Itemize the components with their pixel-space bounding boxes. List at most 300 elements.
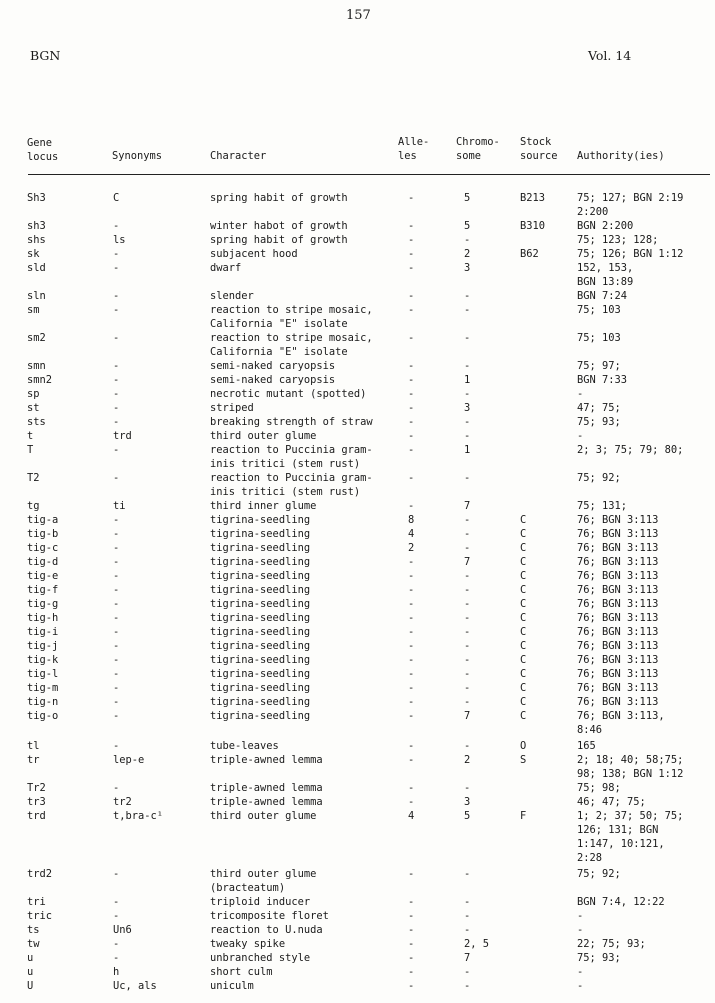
- cell-synonym: -: [113, 542, 120, 554]
- cell-alleles: -: [408, 626, 415, 638]
- cell-alleles: -: [408, 612, 415, 624]
- cell-alleles: -: [408, 220, 415, 232]
- cell-authority: 76; BGN 3:113: [577, 514, 659, 526]
- cell-gene: tig-k: [27, 654, 59, 666]
- cell-stock-source: C: [520, 528, 527, 540]
- cell-character: short culm: [210, 966, 273, 978]
- cell-synonym: tr2: [113, 796, 132, 808]
- cell-authority: 75; 131;: [577, 500, 628, 512]
- cell-gene: u: [27, 952, 34, 964]
- cell-synonym: ls: [113, 234, 126, 246]
- cell-alleles: -: [408, 598, 415, 610]
- cell-stock-source: F: [520, 810, 527, 822]
- cell-character: tigrina-seedling: [210, 556, 311, 568]
- journal-abbreviation: BGN: [30, 48, 61, 63]
- cell-chromosome: -: [464, 696, 471, 708]
- cell-authority: 76; BGN 3:113: [577, 584, 659, 596]
- cell-character: tricomposite floret: [210, 910, 329, 922]
- cell-gene: ts: [27, 924, 40, 936]
- cell-chromosome: 5: [464, 810, 471, 822]
- cell-alleles: -: [408, 500, 415, 512]
- cell-character: triploid inducer: [210, 896, 311, 908]
- cell-authority: 75; 123; 128;: [577, 234, 659, 246]
- cell-character: tigrina-seedling: [210, 626, 311, 638]
- cell-character: tigrina-seedling: [210, 696, 311, 708]
- cell-chromosome: -: [464, 924, 471, 936]
- cell-chromosome: -: [464, 528, 471, 540]
- cell-synonym: -: [113, 584, 120, 596]
- header-authorities: Authority(ies): [577, 150, 665, 162]
- cell-character: tigrina-seedling: [210, 682, 311, 694]
- cell-character: tigrina-seedling: [210, 612, 311, 624]
- cell-alleles: -: [408, 640, 415, 652]
- cell-stock-source: C: [520, 682, 527, 694]
- cell-gene: tig-i: [27, 626, 59, 638]
- cell-synonym: -: [113, 654, 120, 666]
- cell-gene: tig-d: [27, 556, 59, 568]
- cell-character: reaction to Puccinia gram- inis tritici (stem rust): [210, 444, 373, 471]
- cell-gene: sm2: [27, 332, 46, 344]
- cell-authority: 47; 75;: [577, 402, 621, 414]
- cell-authority: 75; 92;: [577, 472, 621, 484]
- cell-stock-source: S: [520, 754, 527, 766]
- cell-authority: -: [577, 980, 584, 992]
- cell-character: reaction to stripe mosaic, California "E" isolate: [210, 304, 373, 331]
- cell-character: tweaky spike: [210, 938, 286, 950]
- cell-alleles: -: [408, 234, 415, 246]
- cell-chromosome: 2: [464, 248, 471, 260]
- cell-gene: tw: [27, 938, 40, 950]
- cell-synonym: Un6: [113, 924, 132, 936]
- cell-chromosome: -: [464, 304, 471, 316]
- cell-character: third outer glume: [210, 430, 317, 442]
- cell-alleles: -: [408, 584, 415, 596]
- cell-chromosome: 3: [464, 262, 471, 274]
- cell-character: tigrina-seedling: [210, 654, 311, 666]
- cell-gene: sld: [27, 262, 46, 274]
- cell-authority: 75; 126; BGN 1:12: [577, 248, 684, 260]
- cell-stock-source: C: [520, 626, 527, 638]
- cell-chromosome: -: [464, 668, 471, 680]
- cell-alleles: -: [408, 682, 415, 694]
- cell-synonym: -: [113, 514, 120, 526]
- cell-chromosome: -: [464, 654, 471, 666]
- cell-gene: tig-h: [27, 612, 59, 624]
- cell-alleles: -: [408, 402, 415, 414]
- cell-chromosome: 2, 5: [464, 938, 490, 950]
- cell-synonym: -: [113, 528, 120, 540]
- cell-synonym: -: [113, 360, 120, 372]
- cell-authority: 22; 75; 93;: [577, 938, 646, 950]
- cell-synonym: -: [113, 612, 120, 624]
- cell-gene: tl: [27, 740, 40, 752]
- cell-alleles: -: [408, 782, 415, 794]
- cell-authority: BGN 7:4, 12:22: [577, 896, 665, 908]
- cell-gene: tric: [27, 910, 53, 922]
- cell-gene: sm: [27, 304, 40, 316]
- cell-alleles: -: [408, 868, 415, 880]
- cell-synonym: -: [113, 290, 120, 302]
- cell-stock-source: C: [520, 612, 527, 624]
- cell-chromosome: -: [464, 598, 471, 610]
- cell-character: tigrina-seedling: [210, 584, 311, 596]
- cell-authority: 75; 98;: [577, 782, 621, 794]
- cell-gene: T2: [27, 472, 40, 484]
- cell-synonym: -: [113, 570, 120, 582]
- cell-alleles: -: [408, 570, 415, 582]
- cell-stock-source: B62: [520, 248, 539, 260]
- cell-authority: 1; 2; 37; 50; 75; 126; 131; BGN 1:147, 10:121, 2:28: [577, 810, 684, 865]
- cell-authority: 76; BGN 3:113: [577, 598, 659, 610]
- cell-alleles: -: [408, 938, 415, 950]
- cell-alleles: -: [408, 556, 415, 568]
- header-gene-locus: Gene locus: [27, 137, 59, 163]
- cell-character: tigrina-seedling: [210, 640, 311, 652]
- cell-alleles: -: [408, 262, 415, 274]
- cell-character: slender: [210, 290, 254, 302]
- cell-gene: trd2: [27, 868, 53, 880]
- header-synonyms: Synonyms: [112, 150, 163, 162]
- cell-synonym: lep-e: [113, 754, 145, 766]
- cell-authority: BGN 2:200: [577, 220, 634, 232]
- cell-synonym: -: [113, 444, 120, 456]
- cell-chromosome: -: [464, 332, 471, 344]
- cell-authority: 75; 97;: [577, 360, 621, 372]
- cell-alleles: -: [408, 910, 415, 922]
- cell-gene: smn: [27, 360, 46, 372]
- cell-character: tigrina-seedling: [210, 528, 311, 540]
- cell-character: uniculm: [210, 980, 254, 992]
- cell-stock-source: C: [520, 668, 527, 680]
- cell-authority: BGN 7:33: [577, 374, 628, 386]
- cell-chromosome: -: [464, 966, 471, 978]
- cell-gene: tig-m: [27, 682, 59, 694]
- cell-alleles: -: [408, 304, 415, 316]
- cell-authority: 75; 92;: [577, 868, 621, 880]
- cell-character: tigrina-seedling: [210, 542, 311, 554]
- cell-gene: smn2: [27, 374, 53, 386]
- cell-alleles: -: [408, 388, 415, 400]
- cell-synonym: -: [113, 262, 120, 274]
- cell-synonym: h: [113, 966, 120, 978]
- cell-character: tigrina-seedling: [210, 710, 311, 722]
- cell-chromosome: -: [464, 234, 471, 246]
- cell-alleles: -: [408, 710, 415, 722]
- cell-gene: tig-o: [27, 710, 59, 722]
- cell-chromosome: 3: [464, 402, 471, 414]
- cell-gene: sk: [27, 248, 40, 260]
- cell-synonym: -: [113, 626, 120, 638]
- header-character: Character: [210, 150, 267, 162]
- cell-character: reaction to U.nuda: [210, 924, 323, 936]
- cell-alleles: -: [408, 754, 415, 766]
- cell-character: tigrina-seedling: [210, 598, 311, 610]
- cell-chromosome: -: [464, 910, 471, 922]
- cell-character: tigrina-seedling: [210, 668, 311, 680]
- cell-gene: tig-a: [27, 514, 59, 526]
- cell-gene: tg: [27, 500, 40, 512]
- cell-synonym: -: [113, 248, 120, 260]
- cell-synonym: -: [113, 304, 120, 316]
- cell-chromosome: -: [464, 514, 471, 526]
- cell-alleles: -: [408, 896, 415, 908]
- cell-alleles: 4: [408, 528, 415, 540]
- cell-synonym: -: [113, 388, 120, 400]
- cell-authority: -: [577, 388, 584, 400]
- cell-chromosome: -: [464, 640, 471, 652]
- cell-chromosome: 7: [464, 952, 471, 964]
- cell-authority: 76; BGN 3:113: [577, 626, 659, 638]
- cell-chromosome: -: [464, 584, 471, 596]
- cell-gene: U: [27, 980, 34, 992]
- cell-authority: 76; BGN 3:113: [577, 528, 659, 540]
- cell-character: triple-awned lemma: [210, 782, 323, 794]
- cell-chromosome: 3: [464, 796, 471, 808]
- cell-synonym: -: [113, 740, 120, 752]
- cell-stock-source: B213: [520, 192, 546, 204]
- cell-authority: 2; 3; 75; 79; 80;: [577, 444, 684, 456]
- cell-chromosome: -: [464, 612, 471, 624]
- cell-synonym: ti: [113, 500, 126, 512]
- cell-gene: tig-e: [27, 570, 59, 582]
- cell-synonym: -: [113, 640, 120, 652]
- cell-synonym: -: [113, 556, 120, 568]
- cell-character: breaking strength of straw: [210, 416, 373, 428]
- cell-character: triple-awned lemma: [210, 754, 323, 766]
- cell-chromosome: 7: [464, 500, 471, 512]
- cell-character: spring habit of growth: [210, 192, 348, 204]
- volume-label: Vol. 14: [588, 48, 632, 63]
- cell-alleles: -: [408, 374, 415, 386]
- cell-authority: BGN 7:24: [577, 290, 628, 302]
- cell-synonym: -: [113, 220, 120, 232]
- cell-character: winter habot of growth: [210, 220, 348, 232]
- cell-synonym: -: [113, 332, 120, 344]
- cell-authority: -: [577, 430, 584, 442]
- cell-gene: st: [27, 402, 40, 414]
- cell-character: semi-naked caryopsis: [210, 374, 336, 386]
- cell-alleles: -: [408, 430, 415, 442]
- cell-chromosome: 5: [464, 192, 471, 204]
- cell-chromosome: -: [464, 542, 471, 554]
- cell-stock-source: C: [520, 654, 527, 666]
- cell-synonym: -: [113, 416, 120, 428]
- cell-chromosome: -: [464, 472, 471, 484]
- cell-stock-source: C: [520, 710, 527, 722]
- cell-character: semi-naked caryopsis: [210, 360, 336, 372]
- cell-alleles: -: [408, 668, 415, 680]
- cell-gene: tig-n: [27, 696, 59, 708]
- cell-gene: tri: [27, 896, 46, 908]
- cell-authority: 76; BGN 3:113: [577, 696, 659, 708]
- cell-authority: 76; BGN 3:113: [577, 542, 659, 554]
- cell-stock-source: C: [520, 542, 527, 554]
- cell-synonym: -: [113, 598, 120, 610]
- cell-authority: 75; 93;: [577, 952, 621, 964]
- cell-authority: 75; 103: [577, 304, 621, 316]
- cell-synonym: -: [113, 782, 120, 794]
- cell-alleles: -: [408, 654, 415, 666]
- cell-gene: tr3: [27, 796, 46, 808]
- cell-chromosome: -: [464, 290, 471, 302]
- cell-authority: 46; 47; 75;: [577, 796, 646, 808]
- cell-chromosome: 1: [464, 374, 471, 386]
- cell-alleles: -: [408, 980, 415, 992]
- cell-authority: 76; BGN 3:113: [577, 556, 659, 568]
- cell-authority: 76; BGN 3:113: [577, 612, 659, 624]
- cell-chromosome: 7: [464, 710, 471, 722]
- cell-alleles: -: [408, 796, 415, 808]
- page-number: 157: [346, 8, 371, 23]
- cell-alleles: -: [408, 472, 415, 484]
- cell-gene: t: [27, 430, 34, 442]
- cell-authority: 152, 153, BGN 13:89: [577, 262, 634, 289]
- cell-chromosome: -: [464, 980, 471, 992]
- cell-authority: 76; BGN 3:113: [577, 570, 659, 582]
- cell-synonym: -: [113, 668, 120, 680]
- cell-alleles: -: [408, 924, 415, 936]
- cell-character: tigrina-seedling: [210, 514, 311, 526]
- cell-alleles: -: [408, 192, 415, 204]
- cell-synonym: -: [113, 374, 120, 386]
- cell-character: dwarf: [210, 262, 242, 274]
- cell-authority: 75; 103: [577, 332, 621, 344]
- cell-stock-source: C: [520, 640, 527, 652]
- cell-synonym: -: [113, 938, 120, 950]
- cell-gene: sh3: [27, 220, 46, 232]
- cell-authority: -: [577, 924, 584, 936]
- cell-chromosome: -: [464, 782, 471, 794]
- cell-authority: 76; BGN 3:113: [577, 682, 659, 694]
- cell-gene: u: [27, 966, 34, 978]
- header-alleles: Alle- les: [398, 136, 430, 162]
- cell-chromosome: -: [464, 682, 471, 694]
- cell-gene: tig-b: [27, 528, 59, 540]
- cell-chromosome: 1: [464, 444, 471, 456]
- cell-stock-source: C: [520, 514, 527, 526]
- cell-authority: 76; BGN 3:113: [577, 668, 659, 680]
- cell-authority: 75; 93;: [577, 416, 621, 428]
- cell-alleles: -: [408, 740, 415, 752]
- cell-gene: trd: [27, 810, 46, 822]
- cell-alleles: -: [408, 360, 415, 372]
- cell-chromosome: -: [464, 740, 471, 752]
- cell-gene: Tr2: [27, 782, 46, 794]
- cell-stock-source: O: [520, 740, 527, 752]
- cell-authority: 165: [577, 740, 596, 752]
- cell-alleles: 2: [408, 542, 415, 554]
- cell-gene: sp: [27, 388, 40, 400]
- cell-chromosome: -: [464, 416, 471, 428]
- cell-character: third outer glume (bracteatum): [210, 868, 317, 895]
- cell-gene: sts: [27, 416, 46, 428]
- cell-synonym: -: [113, 910, 120, 922]
- cell-authority: 76; BGN 3:113: [577, 654, 659, 666]
- cell-character: tube-leaves: [210, 740, 279, 752]
- cell-authority: 75; 127; BGN 2:19 2:200: [577, 192, 684, 219]
- cell-authority: -: [577, 910, 584, 922]
- cell-stock-source: B310: [520, 220, 546, 232]
- cell-synonym: C: [113, 192, 120, 204]
- cell-character: third inner glume: [210, 500, 317, 512]
- cell-gene: tig-j: [27, 640, 59, 652]
- cell-stock-source: C: [520, 556, 527, 568]
- cell-chromosome: -: [464, 868, 471, 880]
- cell-chromosome: -: [464, 570, 471, 582]
- cell-stock-source: C: [520, 598, 527, 610]
- cell-character: unbranched style: [210, 952, 311, 964]
- cell-stock-source: C: [520, 570, 527, 582]
- cell-authority: 76; BGN 3:113, 8:46: [577, 710, 665, 737]
- cell-chromosome: -: [464, 360, 471, 372]
- cell-alleles: -: [408, 416, 415, 428]
- cell-synonym: -: [113, 402, 120, 414]
- cell-character: striped: [210, 402, 254, 414]
- cell-stock-source: C: [520, 696, 527, 708]
- cell-gene: T: [27, 444, 34, 456]
- cell-chromosome: 2: [464, 754, 471, 766]
- cell-character: tigrina-seedling: [210, 570, 311, 582]
- cell-chromosome: 7: [464, 556, 471, 568]
- cell-character: triple-awned lemma: [210, 796, 323, 808]
- cell-alleles: 8: [408, 514, 415, 526]
- cell-gene: shs: [27, 234, 46, 246]
- cell-gene: tig-l: [27, 668, 59, 680]
- cell-alleles: -: [408, 966, 415, 978]
- cell-gene: tig-f: [27, 584, 59, 596]
- cell-character: reaction to Puccinia gram- inis tritici (stem rust): [210, 472, 373, 499]
- cell-authority: 76; BGN 3:113: [577, 640, 659, 652]
- cell-character: spring habit of growth: [210, 234, 348, 246]
- cell-authority: -: [577, 966, 584, 978]
- header-stock-source: Stock source: [520, 136, 558, 162]
- cell-synonym: trd: [113, 430, 132, 442]
- cell-chromosome: 5: [464, 220, 471, 232]
- cell-synonym: -: [113, 696, 120, 708]
- cell-character: third outer glume: [210, 810, 317, 822]
- cell-character: subjacent hood: [210, 248, 298, 260]
- cell-alleles: 4: [408, 810, 415, 822]
- cell-gene: tr: [27, 754, 40, 766]
- cell-synonym: -: [113, 682, 120, 694]
- cell-character: necrotic mutant (spotted): [210, 388, 367, 400]
- cell-chromosome: -: [464, 626, 471, 638]
- cell-authority: 2; 18; 40; 58;75; 98; 138; BGN 1:12: [577, 754, 684, 781]
- cell-synonym: t,bra-c¹: [113, 810, 164, 822]
- cell-synonym: -: [113, 710, 120, 722]
- cell-character: reaction to stripe mosaic, California "E" isolate: [210, 332, 373, 359]
- cell-synonym: Uc, als: [113, 980, 157, 992]
- cell-synonym: -: [113, 896, 120, 908]
- cell-chromosome: -: [464, 388, 471, 400]
- cell-alleles: -: [408, 952, 415, 964]
- cell-synonym: -: [113, 868, 120, 880]
- cell-chromosome: -: [464, 896, 471, 908]
- cell-synonym: -: [113, 472, 120, 484]
- cell-chromosome: -: [464, 430, 471, 442]
- cell-alleles: -: [408, 332, 415, 344]
- header-chromosome: Chromo- some: [456, 136, 500, 162]
- cell-gene: tig-g: [27, 598, 59, 610]
- cell-alleles: -: [408, 444, 415, 456]
- cell-alleles: -: [408, 290, 415, 302]
- cell-synonym: -: [113, 952, 120, 964]
- cell-alleles: -: [408, 696, 415, 708]
- cell-stock-source: C: [520, 584, 527, 596]
- cell-gene: tig-c: [27, 542, 59, 554]
- cell-gene: sln: [27, 290, 46, 302]
- cell-gene: Sh3: [27, 192, 46, 204]
